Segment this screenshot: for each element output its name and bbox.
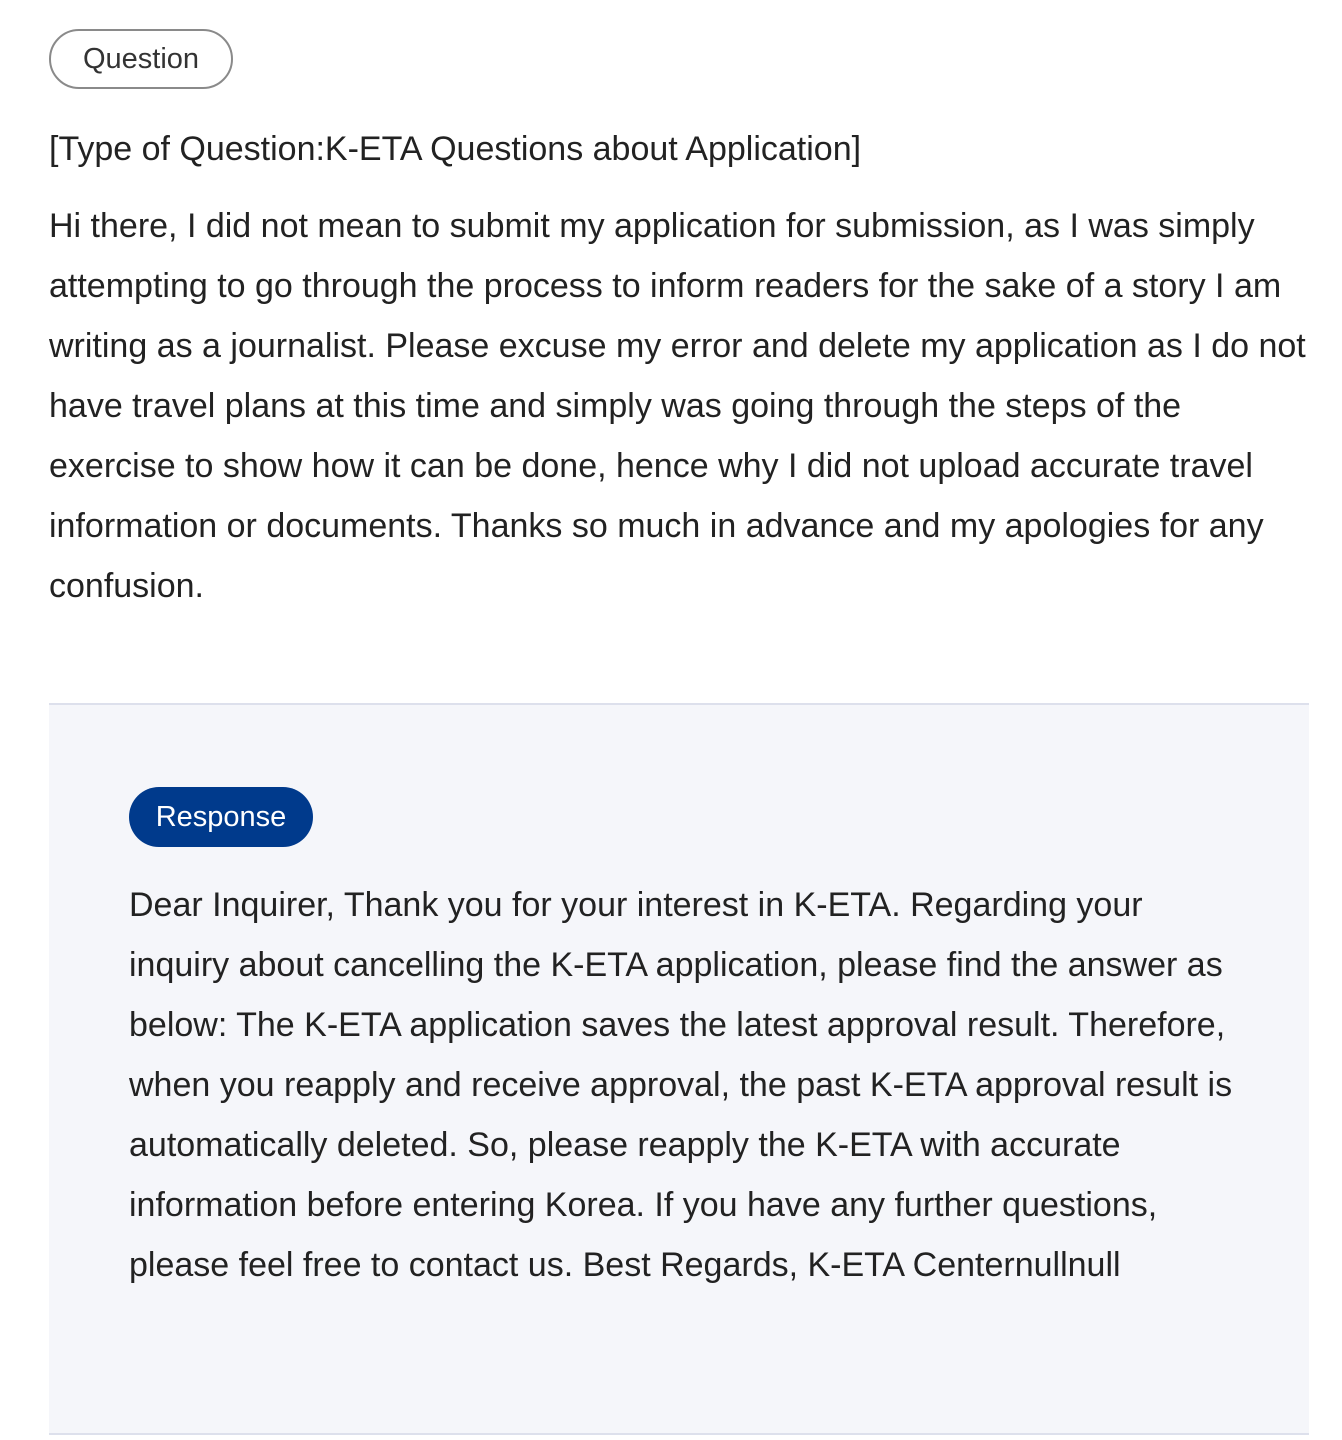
question-type: [Type of Question:K-ETA Questions about Application] (49, 130, 862, 168)
question-section (49, 29, 1311, 616)
response-section (49, 703, 1309, 1435)
question-badge: Question (49, 29, 233, 89)
question-body: Hi there, I did not mean to submit my application for submission, as I was simply attempting to go through the process to inform readers for the sake of a story I am writing as a journalist. Please excuse my error and delete my application as I do not have travel plans at this time and simply was going through the steps of the exercise to show how it can be done, hence why I did not upload accurate travel information or documents. Thanks so much in advance and my apologies for any confusion. (49, 207, 1306, 605)
response-body: Dear Inquirer, Thank you for your interest in K-ETA. Regarding your inquiry about cancelling the K-ETA application, please find the answer as below: The K-ETA application saves the latest approval result. Therefore, when you reapply and receive approval, the past K-ETA approval result is automatically deleted. So, please reapply the K-ETA with accurate information before entering Korea. If you have any further questions, please feel free to contact us. Best Regards, K-ETA Centernullnull (129, 886, 1233, 1284)
response-badge: Response (129, 787, 313, 847)
